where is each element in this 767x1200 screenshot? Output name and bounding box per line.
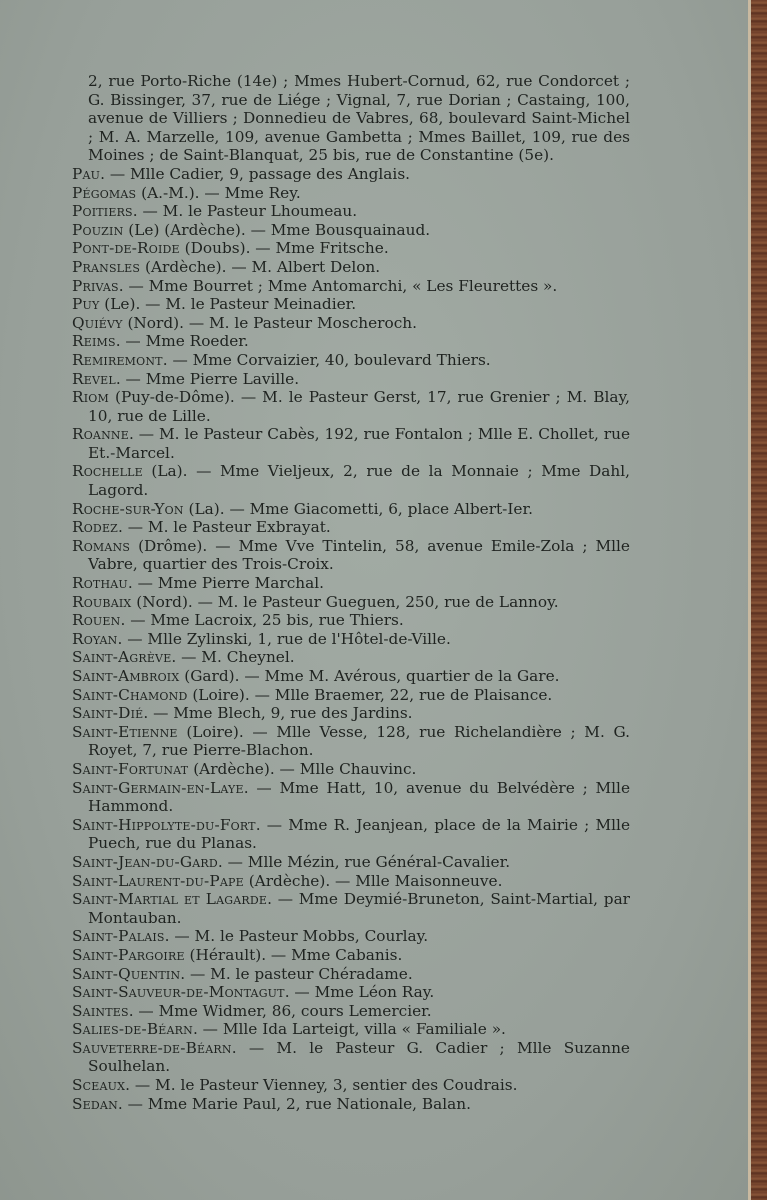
- place-name: Saint-Jean-du-Gard: [72, 852, 218, 871]
- directory-entry: [72, 872, 630, 891]
- place-name: Sauveterre-de-Béarn: [72, 1038, 232, 1057]
- place-name: Pouzin: [72, 220, 124, 239]
- entry-text: . — M. le Pasteur Vienney, 3, sentier des Coudrais.: [125, 1076, 518, 1095]
- place-name: Rochelle: [72, 462, 143, 481]
- entry-text: . — M. le Pasteur Cabès, 192, rue Fontalon ; Mlle E. Chollet, rue Et.-Marcel.: [88, 425, 630, 462]
- directory-entry: [72, 983, 630, 1002]
- place-name: Saint-Ambroix: [72, 667, 180, 685]
- directory-entry: [72, 388, 630, 425]
- entry-text: (A.-M.). — Mme Rey.: [136, 183, 301, 202]
- directory-entry: [72, 686, 630, 705]
- entry-text: (Loire). — Mlle Vesse, 128, rue Richelandière ; M. G. Royet, 7, rue Pierre-Blachon.: [88, 722, 630, 760]
- entry-text: . — Mme Pierre Laville.: [115, 369, 300, 388]
- place-name: Romans: [72, 536, 131, 555]
- entry-text: . — M. le Pasteur Lhoumeau.: [132, 202, 358, 221]
- entry-text: (Le). — M. le Pasteur Meinadier.: [99, 295, 357, 314]
- place-name: Rouen: [72, 611, 121, 630]
- directory-entry: [72, 611, 630, 630]
- directory-entry: [72, 351, 630, 370]
- entry-text: (Le) (Ardèche). — Mme Bousquainaud.: [123, 220, 431, 239]
- directory-entry: [72, 221, 630, 240]
- entry-text: (Nord). — M. le Pasteur Gueguen, 250, rue de Lannoy.: [131, 592, 559, 611]
- entry-text: . — M. le pasteur Chéradame.: [180, 964, 413, 983]
- place-name: Saint-Sauveur-de-Montagut: [72, 983, 285, 1002]
- entry-text: (La). — Mme Vieljeux, 2, rue de la Monnaie ; Mme Dahl, Lagord.: [88, 462, 630, 500]
- place-name: Pau: [72, 164, 101, 183]
- directory-entry: [72, 593, 630, 612]
- place-name: Roche-sur-Yon: [72, 499, 184, 518]
- directory-entry: [72, 927, 630, 946]
- entry-text: . — M. Cheynel.: [171, 648, 295, 667]
- place-name: Saint-Fortunat: [72, 759, 189, 778]
- entry-text: . — Mme Blech, 9, rue des Jardins.: [143, 704, 413, 723]
- directory-entry: [72, 574, 630, 593]
- place-name: Puy: [72, 295, 100, 314]
- directory-entry: [72, 853, 630, 872]
- directory-entry: [72, 760, 630, 779]
- directory-entry: [72, 648, 630, 667]
- entry-text: (Gard). — Mme M. Avérous, quartier de la Gare.: [179, 667, 560, 685]
- book-binding-edge: [748, 0, 767, 1200]
- place-name: Remiremont: [72, 350, 163, 369]
- directory-entry: [72, 314, 630, 333]
- directory-entry: [72, 202, 630, 221]
- entry-text: . — Mlle Cadier, 9, passage des Anglais.: [100, 164, 411, 183]
- directory-entry: [72, 370, 630, 389]
- place-name: Quiévy: [72, 313, 123, 332]
- place-name: Revel: [72, 369, 116, 388]
- place-name: Privas: [72, 276, 119, 295]
- place-name: Saint-Germain-en-Laye: [72, 778, 244, 797]
- entry-text: . — Mme Corvaizier, 40, boulevard Thiers.: [162, 350, 491, 369]
- entry-text: . — Mme Deymié-Bruneton, Saint-Martial, par Montauban.: [88, 890, 630, 927]
- entry-text: . — Mlle Zylinski, 1, rue de l'Hôtel-de-Ville.: [117, 629, 451, 648]
- entry-text: (Ardèche). — Mlle Maisonneuve.: [243, 871, 503, 890]
- place-name: Saint-Hippolyte-du-Fort: [72, 815, 256, 834]
- directory-entry: [72, 1095, 630, 1114]
- entry-text: (Drôme). — Mme Vve Tintelin, 58, avenue Emile-Zola ; Mlle Vabre, quartier des Trois-Croix.: [88, 536, 630, 574]
- place-name: Saint-Pargoire: [72, 945, 185, 964]
- place-name: Roanne: [72, 425, 129, 444]
- directory-entry: [72, 1002, 630, 1021]
- entry-text: . — Mme Bourret ; Mme Antomarchi, « Les Fleurettes ».: [118, 276, 558, 295]
- entry-text: (La). — Mme Giacometti, 6, place Albert-Ier.: [183, 499, 533, 518]
- directory-entry: [72, 165, 630, 184]
- entry-text: . — Mme Hatt, 10, avenue du Belvédère ; Mlle Hammond.: [88, 778, 630, 816]
- directory-entry: [72, 1039, 630, 1076]
- directory-entry: [72, 667, 630, 686]
- entry-text: 2, rue Porto-Riche (14e) ; Mmes Hubert-Cornud, 62, rue Condorcet ; G. Bissinger, 37, rue de Liége ; Vignal, 7, rue Dorian ; Castaing, 100, avenue de Villiers ; Donnedieu de Vabres, 68, boulevard Saint-Michel ; M. A. Marzelle, 109, avenue Gambetta ; Mmes Baillet, 109, rue des Moines ; de Saint-Blanquat, 25 bis, rue de Constantine (5e).: [88, 72, 630, 165]
- directory-entry: [72, 537, 630, 574]
- place-name: Rodez: [72, 518, 119, 537]
- directory-entry: [72, 946, 630, 965]
- entry-text: . — Mme Lacroix, 25 bis, rue Thiers.: [120, 611, 404, 630]
- entry-text: . — M. le Pasteur Mobbs, Courlay.: [164, 927, 429, 946]
- directory-list: [72, 72, 630, 1113]
- place-name: Saint-Chamond: [72, 685, 188, 704]
- directory-entry: [72, 890, 630, 927]
- place-name: Saintes: [72, 1001, 129, 1020]
- entry-text: (Doubs). — Mme Fritsche.: [179, 239, 389, 258]
- entry-text: (Nord). — M. le Pasteur Moscheroch.: [122, 313, 417, 332]
- place-name: Salies-de-Béarn: [72, 1020, 193, 1039]
- place-name: Sceaux: [72, 1076, 126, 1095]
- entry-text: . — Mme R. Jeanjean, place de la Mairie ; Mlle Puech, rue du Planas.: [88, 815, 630, 853]
- directory-entry: [72, 630, 630, 649]
- place-name: Poitiers: [72, 202, 133, 221]
- entry-text: . — Mme Marie Paul, 2, rue Nationale, Balan.: [117, 1094, 471, 1113]
- directory-entry: [72, 239, 630, 258]
- place-name: Reims: [72, 332, 116, 351]
- directory-entry: [72, 332, 630, 351]
- place-name: Riom: [72, 388, 109, 407]
- entry-text: (Ardèche). — Mlle Chauvinc.: [188, 759, 417, 778]
- directory-entry: [72, 277, 630, 296]
- entry-text: . — M. le Pasteur Exbrayat.: [118, 518, 331, 537]
- place-name: Saint-Agrève: [72, 648, 172, 667]
- directory-entry: [72, 425, 630, 462]
- directory-entry: [72, 816, 630, 853]
- place-name: Saint-Martial et Lagarde: [72, 890, 268, 909]
- directory-entry: [72, 1076, 630, 1095]
- directory-entry: [72, 500, 630, 519]
- entry-text: . — Mlle Ida Larteigt, villa « Familiale ».: [192, 1020, 506, 1039]
- entry-text: . — Mme Roeder.: [115, 332, 249, 351]
- entry-text: (Hérault). — Mme Cabanis.: [184, 945, 403, 964]
- directory-entry: [72, 462, 630, 499]
- entry-text: . — Mme Léon Ray.: [284, 983, 435, 1002]
- place-name: Roubaix: [72, 592, 132, 611]
- place-name: Pont-de-Roide: [72, 239, 180, 258]
- place-name: Pransles: [72, 257, 141, 276]
- entry-text: . — Mlle Mézin, rue Général-Cavalier.: [217, 852, 511, 871]
- place-name: Saint-Palais: [72, 927, 165, 946]
- place-name: Pégomas: [72, 183, 137, 202]
- directory-entry: [72, 184, 630, 203]
- place-name: Saint-Quentin: [72, 964, 181, 983]
- directory-entry: [72, 518, 630, 537]
- entry-text: . — M. le Pasteur G. Cadier ; Mlle Suzanne Soulhelan.: [88, 1038, 630, 1076]
- entry-text: (Loire). — Mlle Braemer, 22, rue de Plaisance.: [187, 685, 553, 704]
- entry-text: . — Mme Pierre Marchal.: [127, 574, 325, 593]
- directory-entry: [72, 258, 630, 277]
- directory-entry: [72, 295, 630, 314]
- continued-entry: [72, 72, 630, 165]
- directory-entry: [72, 965, 630, 984]
- entry-text: (Ardèche). — M. Albert Delon.: [140, 257, 381, 276]
- place-name: Saint-Dié: [72, 704, 144, 723]
- place-name: Sedan: [72, 1094, 118, 1113]
- directory-entry: [72, 723, 630, 760]
- directory-entry: [72, 704, 630, 723]
- directory-entry: [72, 1020, 630, 1039]
- directory-entry: [72, 779, 630, 816]
- place-name: Rothau: [72, 574, 128, 593]
- entry-text: (Puy-de-Dôme). — M. le Pasteur Gerst, 17, rue Grenier ; M. Blay, 10, rue de Lille.: [88, 388, 630, 425]
- entry-text: . — Mme Widmer, 86, cours Lemercier.: [128, 1001, 432, 1020]
- place-name: Saint-Etienne: [72, 722, 178, 741]
- place-name: Royan: [72, 629, 118, 648]
- place-name: Saint-Laurent-du-Pape: [72, 871, 244, 890]
